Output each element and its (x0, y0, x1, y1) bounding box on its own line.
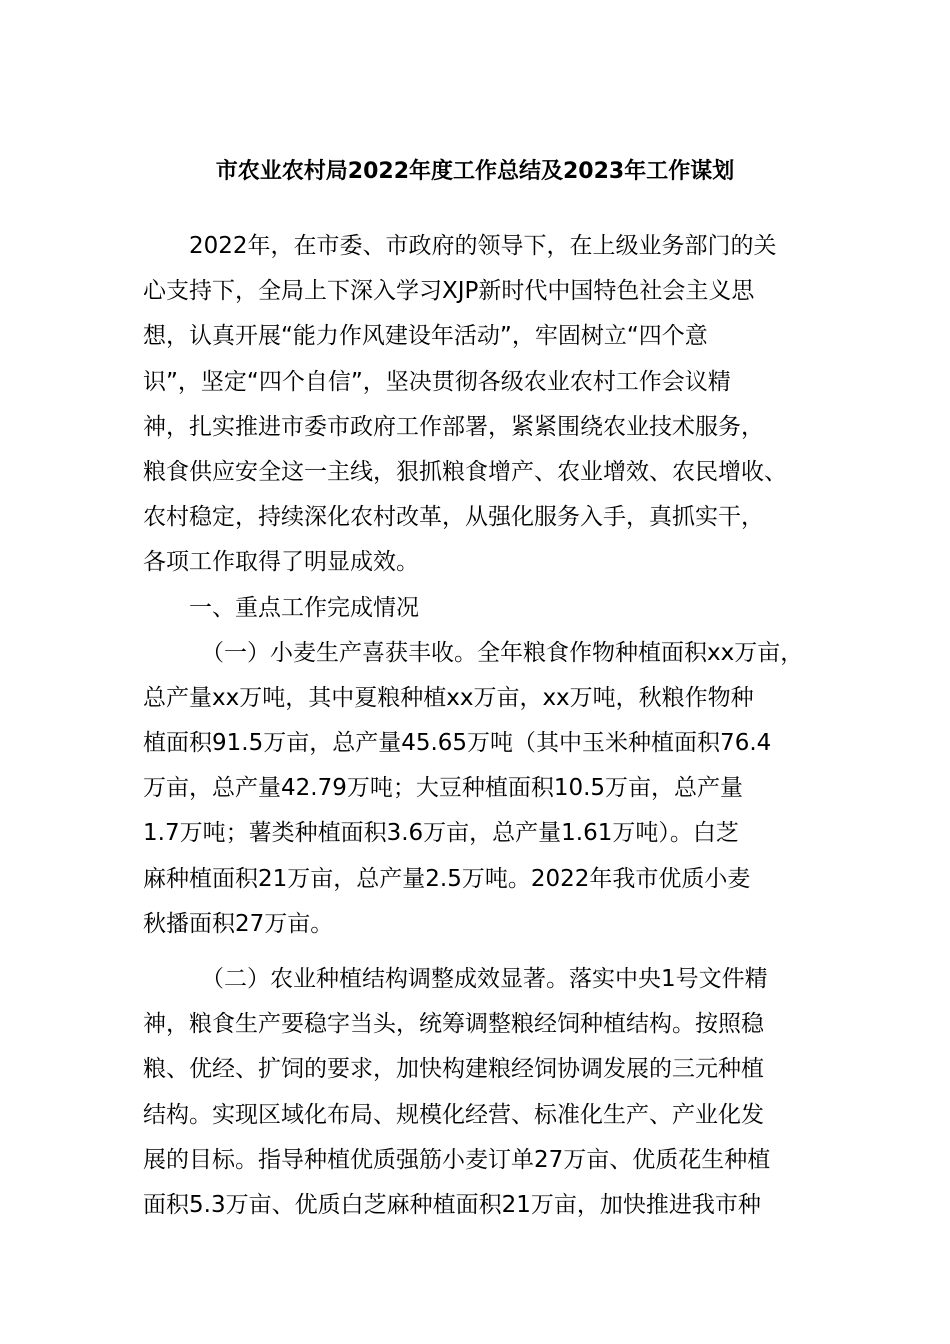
document-title: 市农业农村局2022年度工作总结及2023年工作谋划 (215, 159, 735, 184)
section-heading: 一、重点工作完成情况 (189, 594, 419, 621)
paragraph-line: （二）农业种植结构调整成效显著。落实中央1号文件精 (201, 966, 768, 992)
paragraph-line: 总产量xx万吨，其中夏粮种植xx万亩，xx万吨，秋粮作物种 (143, 684, 754, 711)
paragraph-line: 面积5.3万亩、优质白芝麻种植面积21万亩，加快推进我市种 (143, 1191, 761, 1218)
paragraph-line: 结构。实现区域化布局、规模化经营、标准化生产、产业化发 (143, 1101, 764, 1128)
paragraph-line: 心支持下，全局上下深入学习XJP新时代中国特色社会主义思 (143, 278, 755, 305)
paragraph-line: 识”，坚定“四个自信”，坚决贯彻各级农业农村工作会议精 (143, 368, 731, 395)
paragraph-line: 神，粮食生产要稳字当头，统筹调整粮经饲种植结构。按照稳 (143, 1011, 764, 1038)
paragraph-line: 神，扎实推进市委市政府工作部署，紧紧围绕农业技术服务， (143, 413, 764, 440)
paragraph-line: （一）小麦生产喜获丰收。全年粮食作物种植面积xx万亩， (201, 639, 804, 666)
paragraph-line: 麻种植面积21万亩，总产量2.5万吨。2022年我市优质小麦 (143, 865, 751, 892)
document-body (143, 224, 833, 1228)
paragraph-line: 1.7万吨；薯类种植面积3.6万亩，总产量1.61万吨）。白芝 (143, 820, 739, 847)
paragraph-line: 农村稳定，持续深化农村改革，从强化服务入手，真抓实干， (143, 504, 764, 531)
paragraph-line: 想，认真开展“能力作风建设年活动”，牢固树立“四个意 (143, 323, 708, 350)
paragraph-line: 粮食供应安全这一主线，狠抓粮食增产、农业增效、农民增收、 (143, 458, 787, 485)
paragraph-line: 秋播面积27万亩。 (143, 910, 334, 937)
paragraph-line: 展的目标。指导种植优质强筋小麦订单27万亩、优质花生种植 (143, 1146, 771, 1173)
paragraph-line: 2022年，在市委、市政府的领导下，在上级业务部门的关 (189, 233, 777, 259)
paragraph-gap (143, 947, 833, 957)
paragraph-line: 各项工作取得了明显成效。 (143, 549, 419, 576)
paragraph-line: 粮、优经、扩饲的要求，加快构建粮经饲协调发展的三元种植 (143, 1056, 764, 1083)
paragraph-line: 万亩，总产量42.79万吨；大豆种植面积10.5万亩，总产量 (143, 775, 744, 802)
paragraph-line: 植面积91.5万亩，总产量45.65万吨（其中玉米种植面积76.4 (143, 730, 772, 757)
